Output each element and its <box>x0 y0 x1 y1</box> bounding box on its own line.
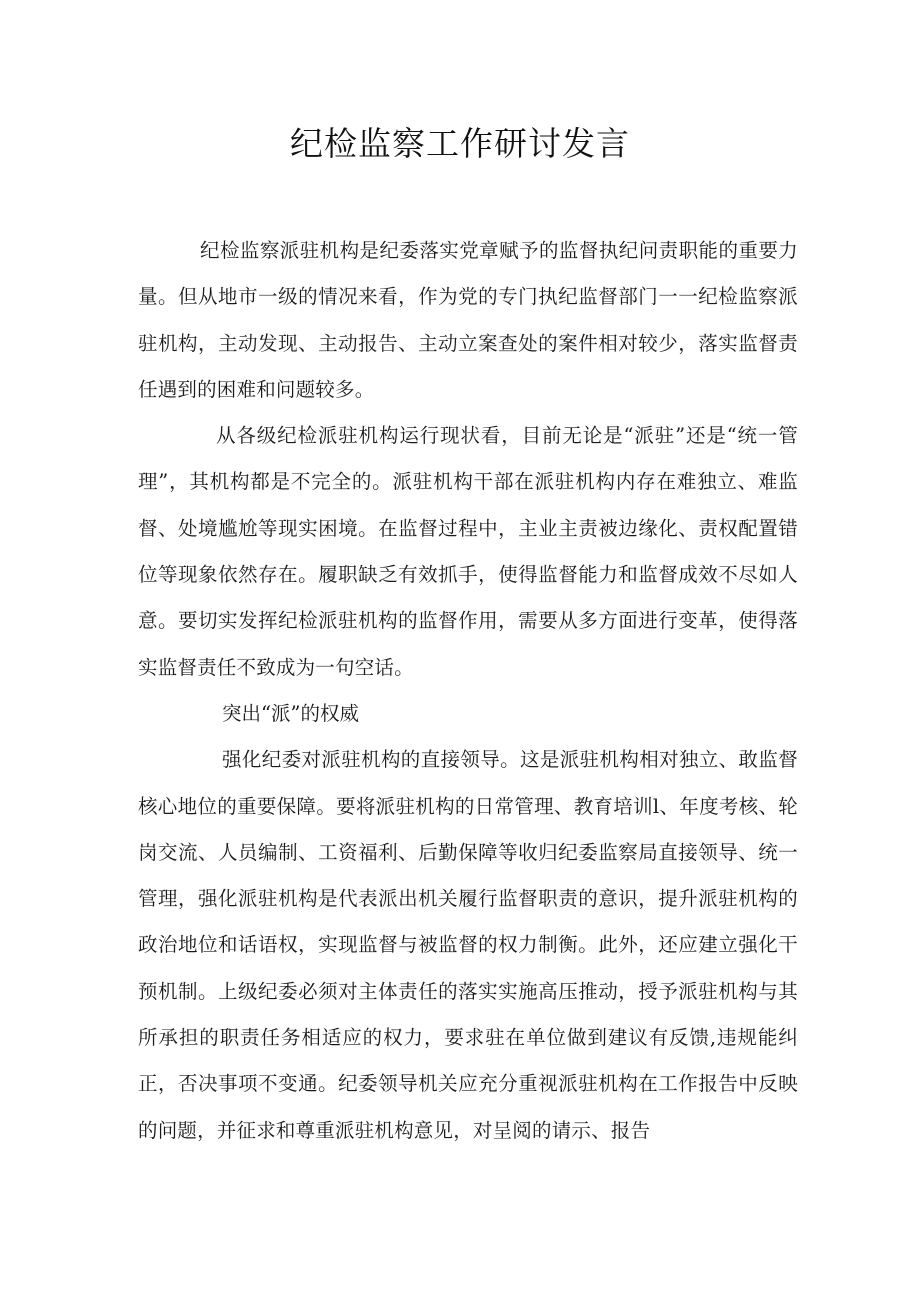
paragraph-section: 强化纪委对派驻机构的直接领导。这是派驻机构相对独立、敢监督核心地位的重要保障。要将派驻机构的日常管理、教育培训l、年度考核、轮岗交流、人员编制、工资福利、后勤保障等收归纪委监察局直接领导、统一管理，强化派驻机构是代表派出机关履行监督职责的意识，提升派驻机构的政治地位和话语权，实现监督与被监督的权力制衡。此外，还应建立强化干预机制。上级纪委必须对主体责任的落实实施高压推动，授予派驻机构与其所承担的职责任务相适应的权力，要求驻在单位做到建议有反馈,违规能纠正，否决事项不变通。纪委领导机关应充分重视派驻机构在工作报告中反映的问题，并征求和尊重派驻机构意见，对呈阅的请示、报告 <box>138 748 798 1142</box>
paragraph-intro: 纪检监察派驻机构是纪委落实党章赋予的监督执纪问责职能的重要力量。但从地市一级的情况来看，作为党的专门执纪监督部门一一纪检监察派驻机构，主动发现、主动报告、主动立案查处的案件相对较少，落实监督责任遇到的困难和问题较多。 <box>138 239 798 401</box>
page-title: 纪检监察工作研讨发言 <box>290 124 630 163</box>
section-heading: 突出“派”的权威 <box>222 701 359 725</box>
paragraph-status: 从各级纪检派驻机构运行现状看，目前无论是“派驻”还是“统一管理”，其机构都是不完全的。派驻机构干部在派驻机构内存在难独立、难监督、处境尴尬等现实困境。在监督过程中，主业主责被边缘化、责权配置错位等现象依然存在。履职缺乏有效抓手，使得监督能力和监督成效不尽如人意。要切实发挥纪检派驻机构的监督作用，需要从多方面进行变革，使得落实监督责任不致成为一句空话。 <box>138 424 798 679</box>
document-body <box>138 228 798 1154</box>
